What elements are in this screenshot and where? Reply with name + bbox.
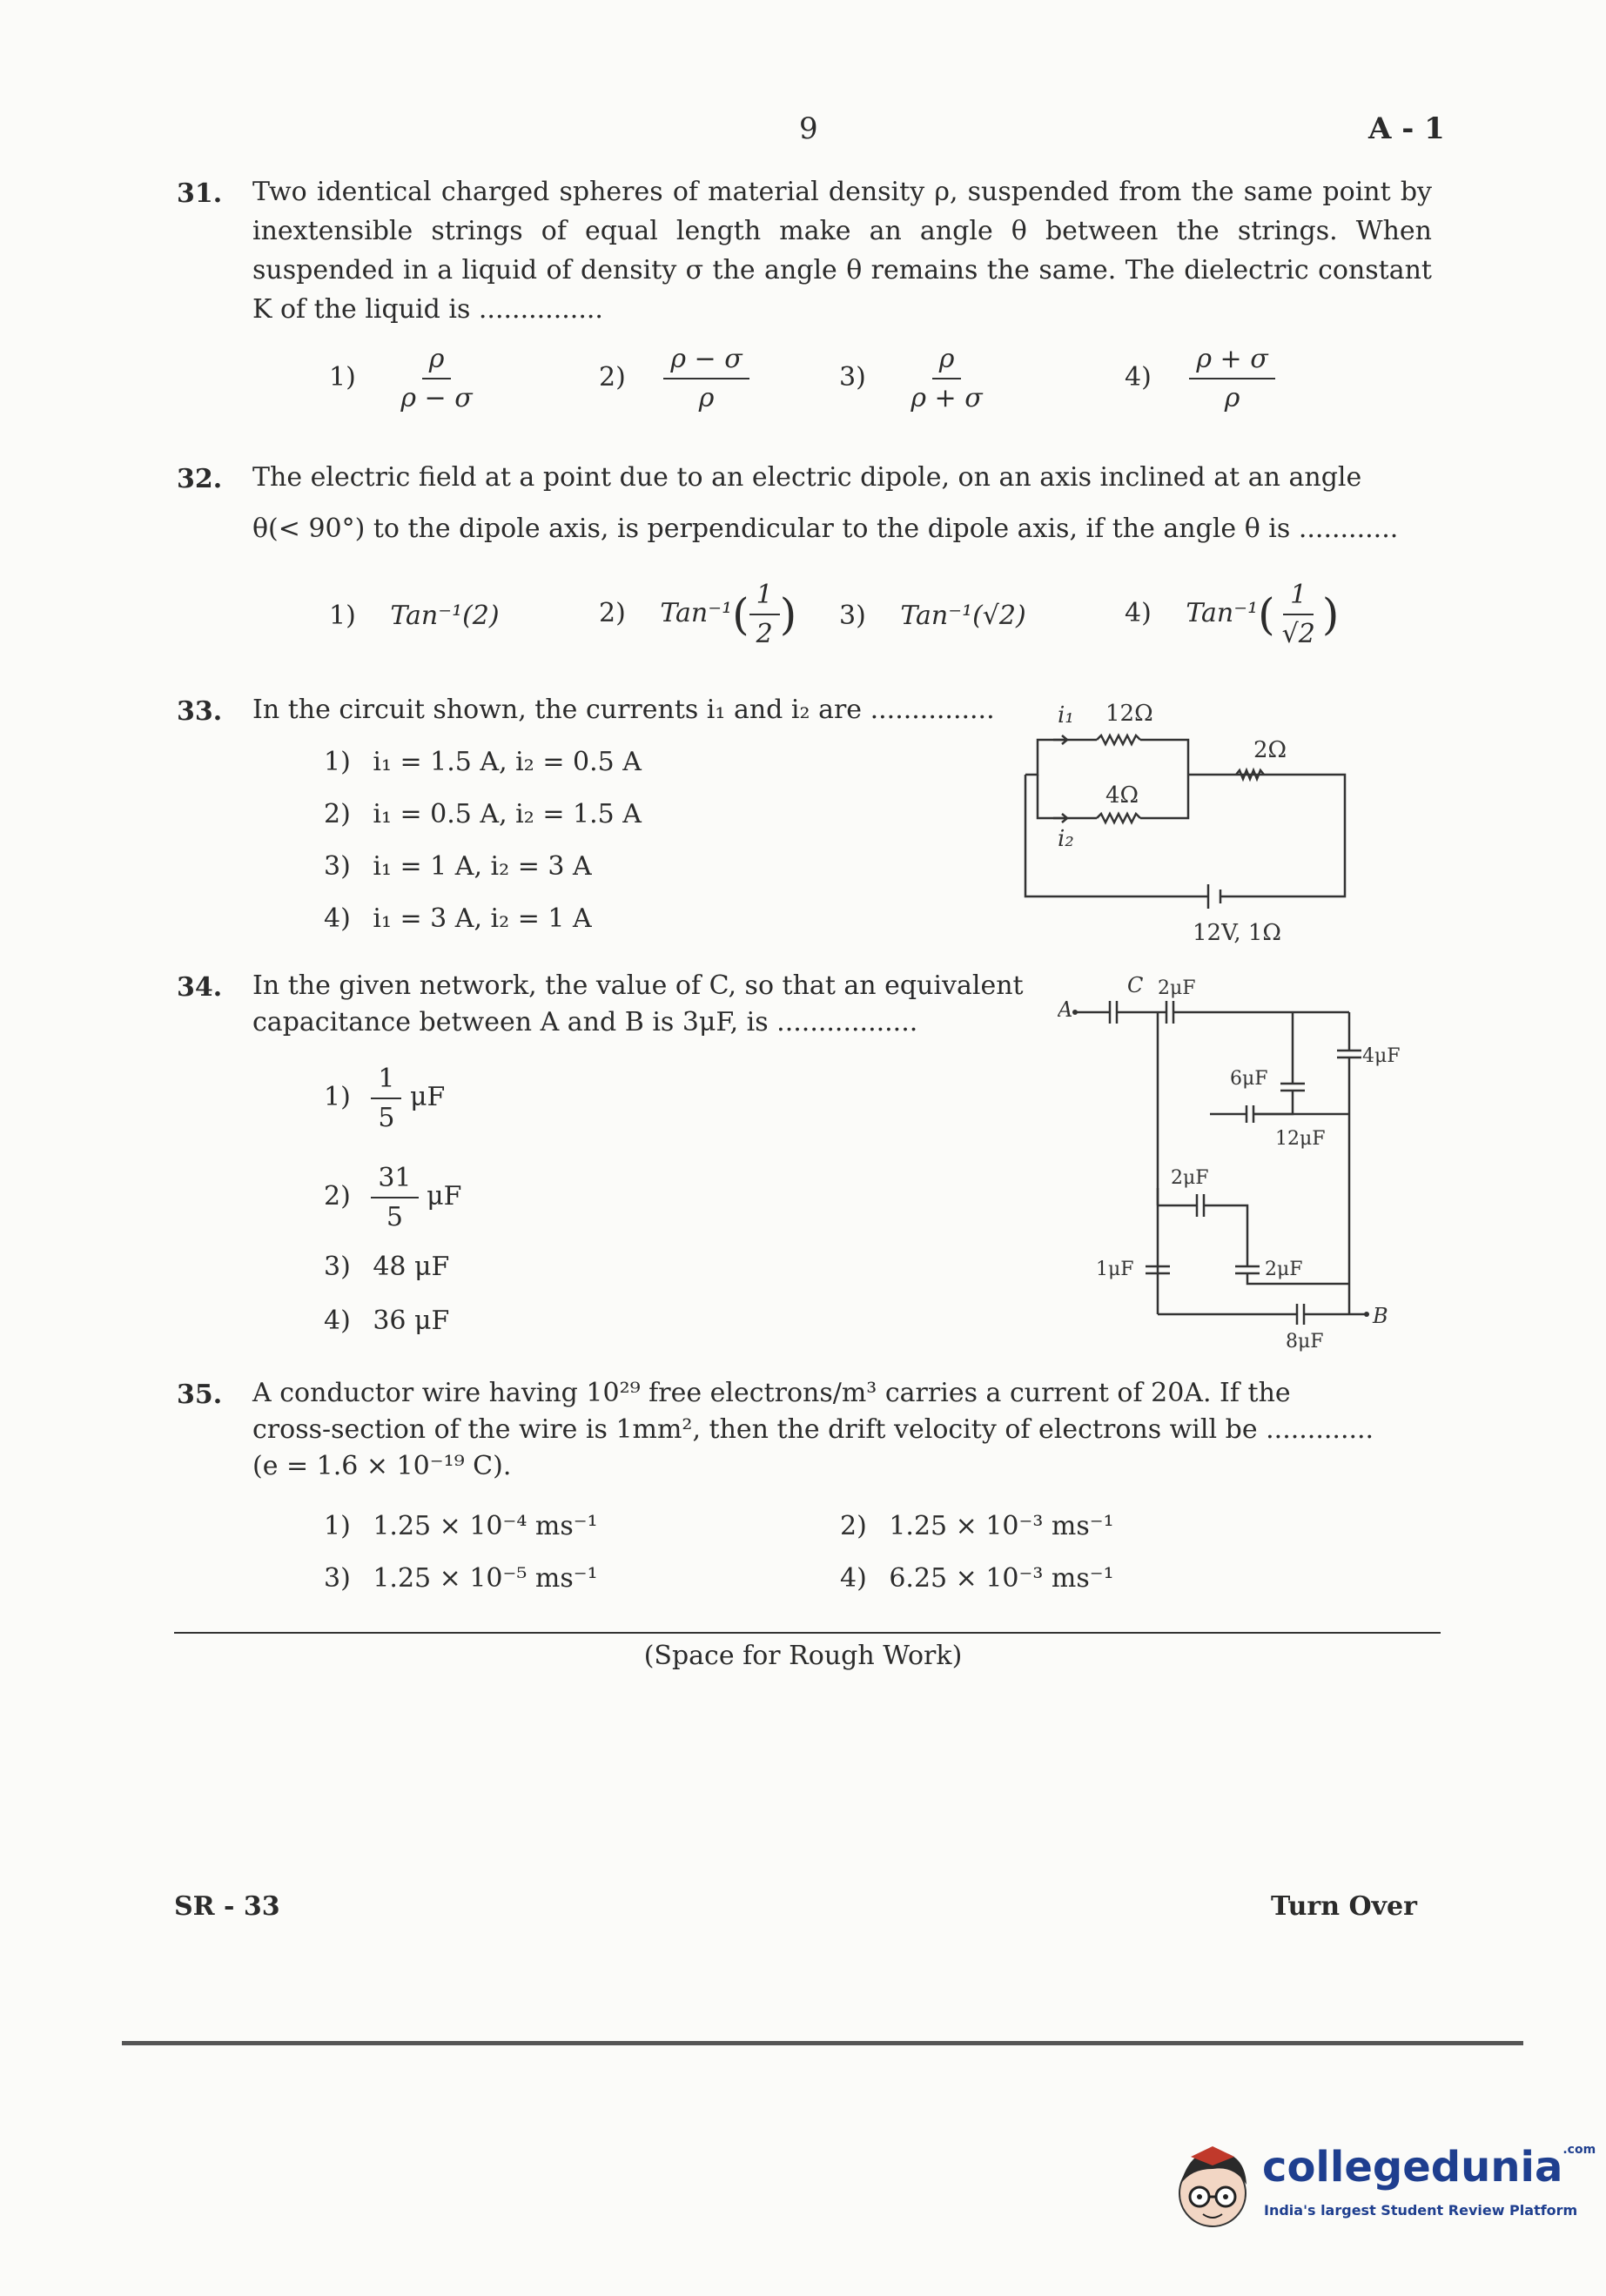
q32-option-1[interactable]: 1) Tan⁻¹(2) [329, 601, 500, 631]
q35-option-1[interactable]: 1) 1.25 × 10⁻⁴ ms⁻¹ [324, 1511, 598, 1541]
q32-option-4[interactable]: 4) Tan⁻¹( $\frac{1}{√2}$ ) [1125, 580, 1340, 649]
q34-label-2uf-top: 2μF [1158, 977, 1196, 999]
q31-option-4[interactable]: 4) $\frac{\rho + \sigma}{\rho}$ [1125, 344, 1275, 413]
q33-r2-label: 2Ω [1253, 737, 1287, 763]
q33-text: In the circuit shown, the currents i₁ and i₂ are ............... [252, 695, 995, 725]
q33-battery-label: 12V, 1Ω [1193, 920, 1281, 946]
q35-number: 35. [177, 1380, 223, 1410]
q34-label-2uf-right: 2μF [1265, 1259, 1303, 1280]
q34-label-b: B [1373, 1304, 1388, 1328]
q34-option-2[interactable]: 2) $\frac{31}{5}$ μF [324, 1163, 462, 1232]
q35-option-2[interactable]: 2) 1.25 × 10⁻³ ms⁻¹ [840, 1511, 1114, 1541]
q33-option-2[interactable]: 2) i₁ = 0.5 A, i₂ = 1.5 A [324, 799, 642, 829]
q35-option-4[interactable]: 4) 6.25 × 10⁻³ ms⁻¹ [840, 1563, 1114, 1594]
q33-option-3[interactable]: 3) i₁ = 1 A, i₂ = 3 A [324, 851, 592, 882]
q31-option-3[interactable]: 3) $\frac{\rho}{\rho + \sigma}$ [839, 344, 983, 413]
q34-capacitor-network [1058, 966, 1423, 1366]
q34-number: 34. [177, 972, 223, 1003]
q33-circuit-diagram [1018, 688, 1367, 957]
footer-code: SR - 33 [174, 1891, 280, 1922]
q33-r12-label: 12Ω [1105, 701, 1153, 727]
q33-i2-label: i₂ [1058, 826, 1074, 852]
paper-code: A - 1 [1368, 111, 1445, 146]
rough-work-label: (Space for Rough Work) [643, 1641, 963, 1671]
q31-number: 31. [177, 178, 223, 209]
brand-suffix: .com [1562, 2143, 1596, 2157]
q34-label-8uf: 8μF [1286, 1331, 1324, 1353]
q31-option-2[interactable]: 2) $\frac{\rho - \sigma}{\rho}$ [599, 344, 749, 413]
q32-option-3[interactable]: 3) Tan⁻¹(√2) [839, 601, 1026, 631]
q33-i1-label: i₁ [1058, 702, 1074, 728]
q33-number: 33. [177, 696, 223, 727]
q34-label-c: C [1127, 973, 1144, 997]
q34-option-1[interactable]: 1) $\frac{1}{5}$ μF [324, 1064, 446, 1133]
mascot-icon [1165, 2139, 1260, 2235]
brand-name: collegedunia$^{.com}$ [1262, 2143, 1596, 2192]
q31-option-1[interactable]: 1) $\frac{\rho}{\rho - \sigma}$ [329, 344, 473, 413]
brand-tagline: India's largest Student Review Platform [1264, 2202, 1578, 2219]
q35-line3: (e = 1.6 × 10⁻¹⁹ C). [252, 1451, 512, 1481]
q33-option-4[interactable]: 4) i₁ = 3 A, i₂ = 1 A [324, 903, 592, 934]
q33-option-1[interactable]: 1) i₁ = 1.5 A, i₂ = 0.5 A [324, 747, 642, 777]
q34-label-6uf: 6μF [1230, 1068, 1268, 1090]
page-number: 9 [799, 111, 818, 146]
q35-line1: A conductor wire having 10²⁹ free electrons/m³ carries a current of 20A. If the [252, 1378, 1291, 1408]
q34-option-4[interactable]: 4) 36 μF [324, 1306, 450, 1336]
q34-line2: capacitance between A and B is 3μF, is ................. [252, 1007, 918, 1037]
q35-option-3[interactable]: 3) 1.25 × 10⁻⁵ ms⁻¹ [324, 1563, 598, 1594]
q32-number: 32. [177, 464, 223, 494]
rough-work-divider [174, 1632, 1441, 1634]
q32-line2: θ(< 90°) to the dipole axis, is perpendicular to the dipole axis, if the angle θ is ............ [252, 514, 1399, 544]
q34-line1: In the given network, the value of C, so that an equivalent [252, 970, 1024, 1001]
q31-text: Two identical charged spheres of material density ρ, suspended from the same point by inextensible strings of equal length make an angle θ between the strings. When suspended in a liquid of density σ the angle θ remains the same. The dielectric constant K of the liquid is ............... [252, 177, 1432, 325]
q32-option-2[interactable]: 2) Tan⁻¹( $\frac{1}{2}$ ) [599, 580, 797, 649]
q34-label-1uf: 1μF [1096, 1259, 1134, 1280]
q34-label-a: A [1058, 997, 1073, 1022]
q35-line2: cross-section of the wire is 1mm², then the drift velocity of electrons will be ............. [252, 1414, 1374, 1445]
footer-turn-over: Turn Over [1271, 1891, 1417, 1922]
page-bottom-edge [122, 2041, 1523, 2045]
q32-line1: The electric field at a point due to an electric dipole, on an axis inclined at an angle [252, 462, 1362, 493]
q34-label-2uf-mid: 2μF [1171, 1167, 1209, 1189]
q34-label-4uf: 4μF [1362, 1045, 1401, 1067]
q33-r4-label: 4Ω [1105, 782, 1139, 809]
q34-option-3[interactable]: 3) 48 μF [324, 1252, 450, 1282]
q34-label-12uf: 12μF [1275, 1128, 1326, 1150]
